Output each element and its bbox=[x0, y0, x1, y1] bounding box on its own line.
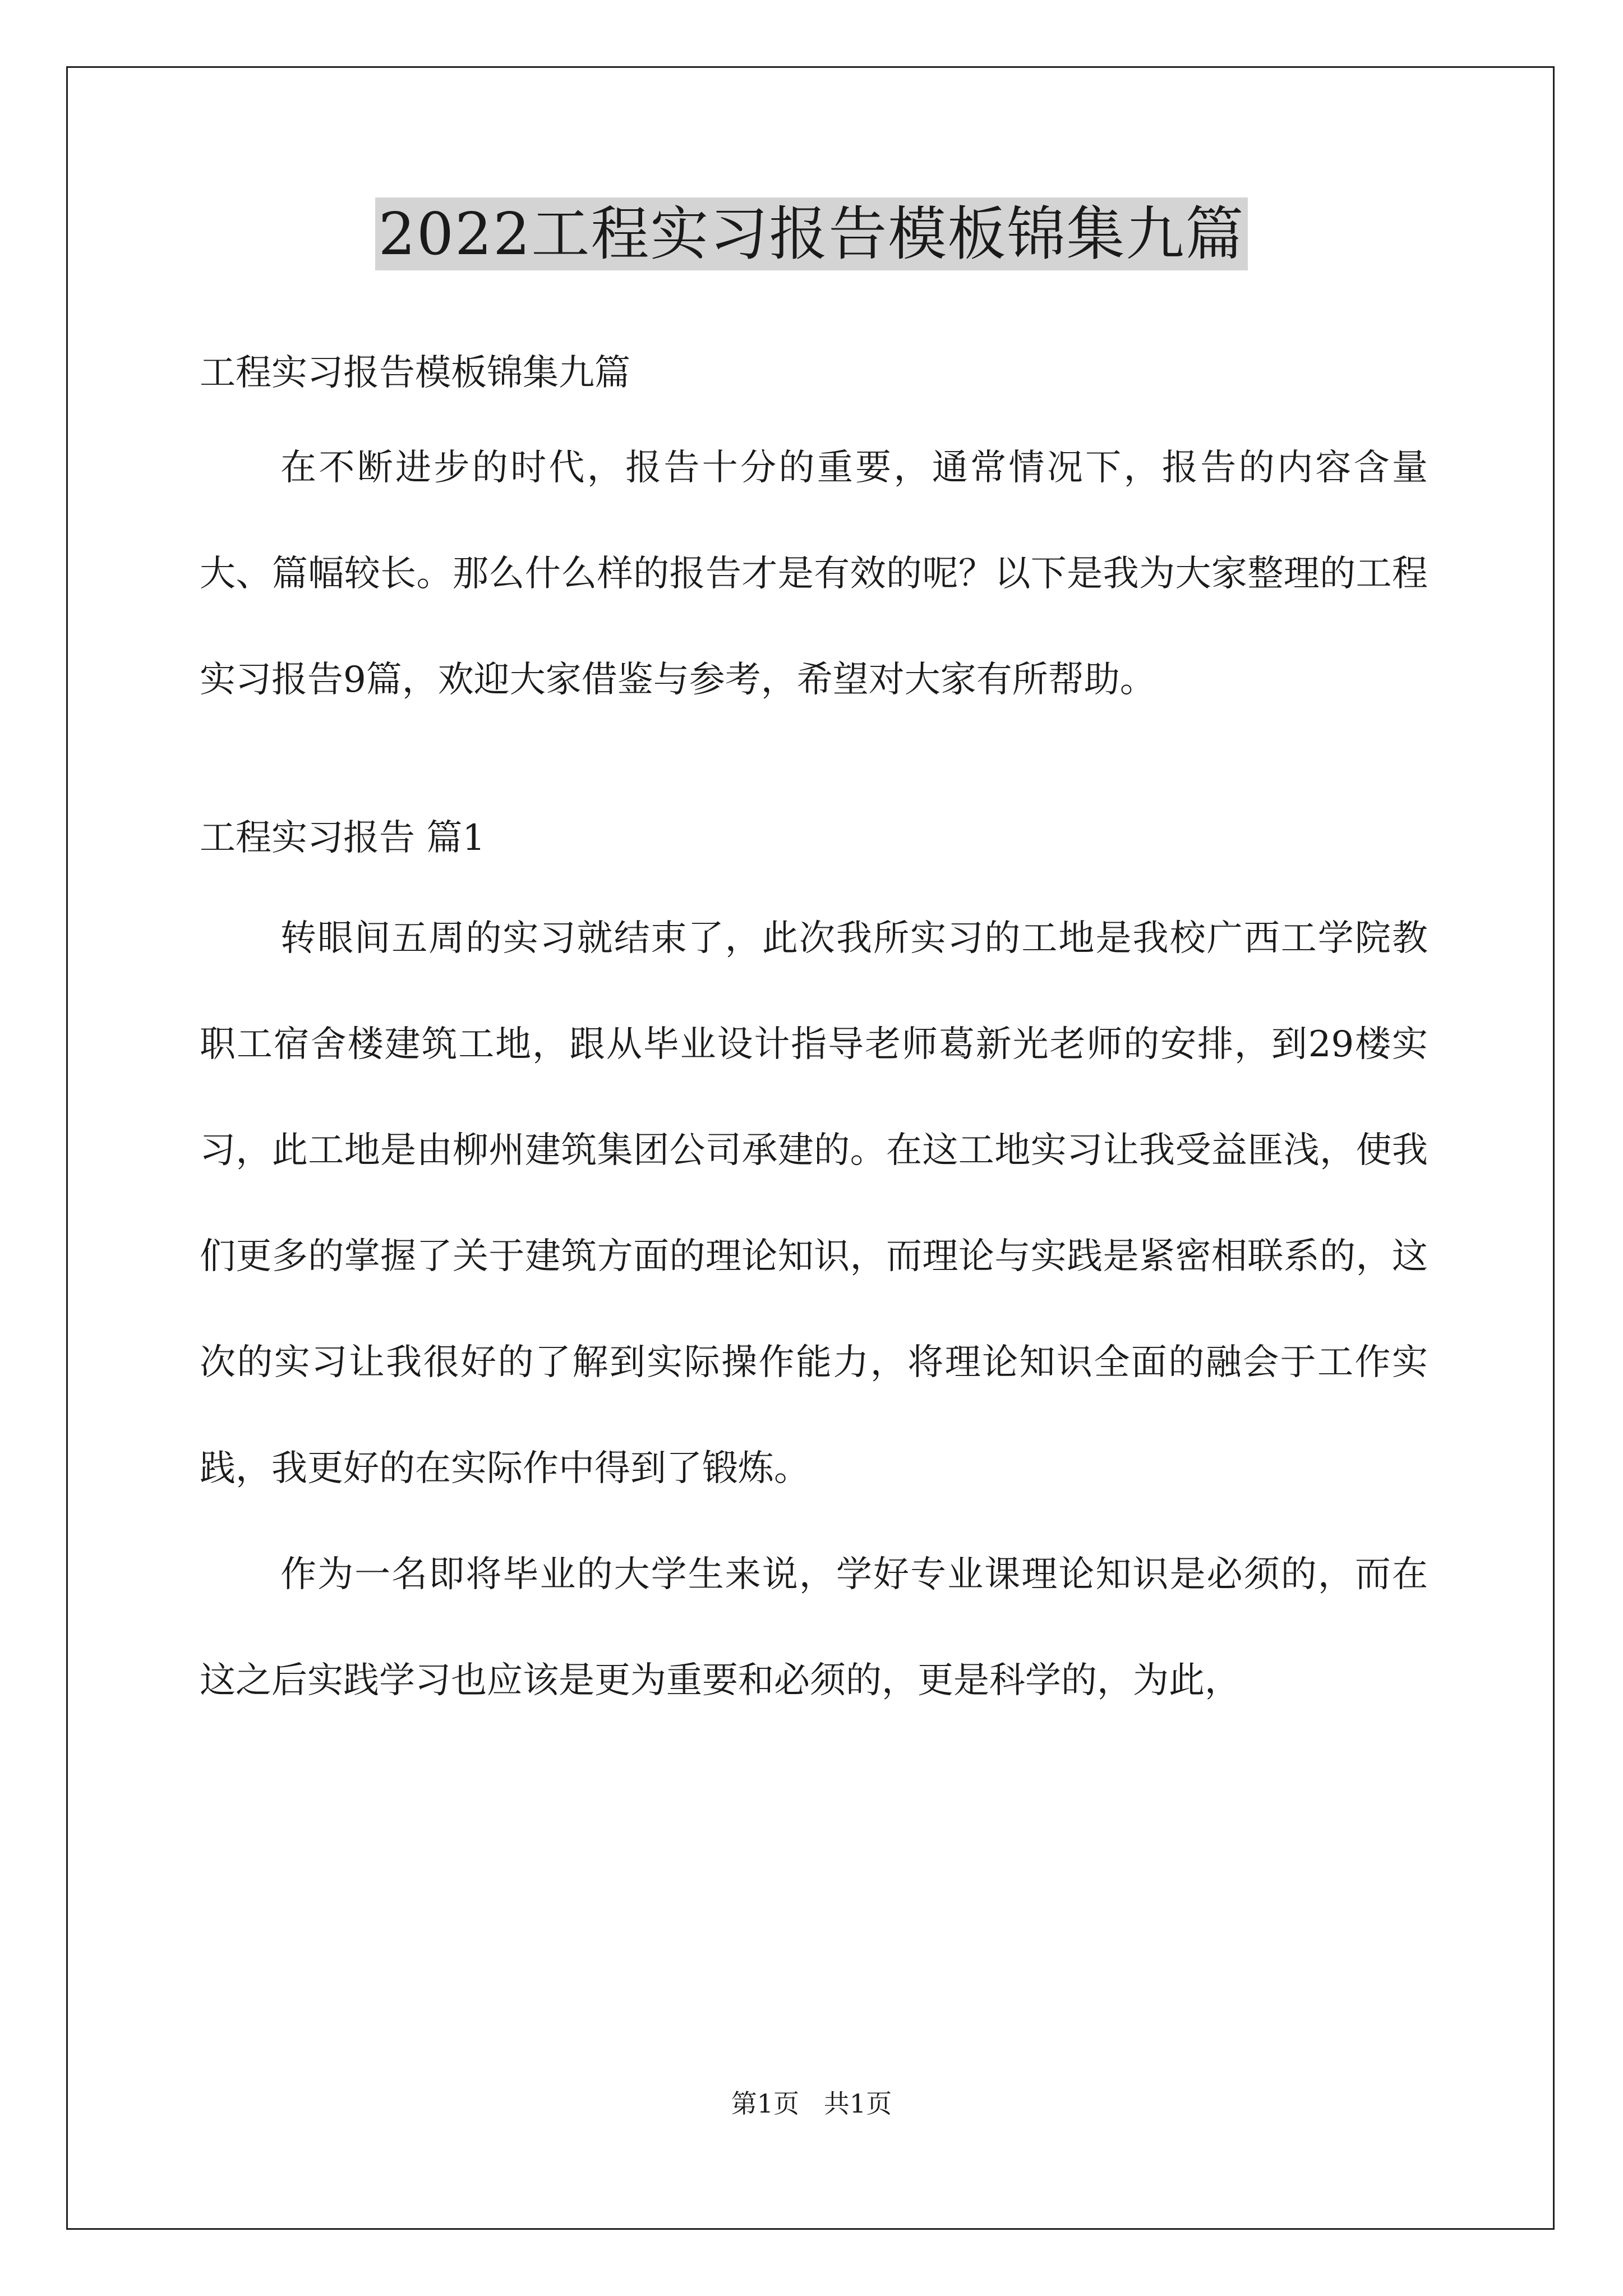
page-footer: 第1页 共1页 bbox=[731, 2088, 892, 2119]
document-title: 2022工程实习报告模板锦集九篇 bbox=[375, 197, 1248, 270]
section-1-paragraph-2: 作为一名即将毕业的大学生来说，学好专业课理论知识是必须的，而在这之后实践学习也应该是更为重要和必须的，更是科学的，为此， bbox=[200, 1554, 1428, 1701]
title-container bbox=[0, 197, 1623, 270]
document-subtitle: 工程实习报告模板锦集九篇 bbox=[200, 352, 630, 394]
section-1-heading: 工程实习报告 篇1 bbox=[200, 817, 486, 859]
intro-paragraph: 在不断进步的时代，报告十分的重要，通常情况下，报告的内容含量大、篇幅较长。那么什么样的报告才是有效的呢？以下是我为大家整理的工程实习报告9篇，欢迎大家借鉴与参考，希望对大家有所帮助。 bbox=[200, 447, 1428, 701]
section-1-paragraph-1: 转眼间五周的实习就结束了，此次我所实习的工地是我校广西工学院教职工宿舍楼建筑工地，跟从毕业设计指导老师葛新光老师的安排，到29楼实习，此工地是由柳州建筑集团公司承建的。在这工地实习让我受益匪浅，使我们更多的掌握了关于建筑方面的理论知识，而理论与实践是紧密相联系的，这次的实习让我很好的了解到实际操作能力，将理论知识全面的融会于工作实践，我更好的在实际作中得到了锻炼。 bbox=[200, 918, 1428, 1489]
document-body bbox=[200, 348, 1428, 1734]
